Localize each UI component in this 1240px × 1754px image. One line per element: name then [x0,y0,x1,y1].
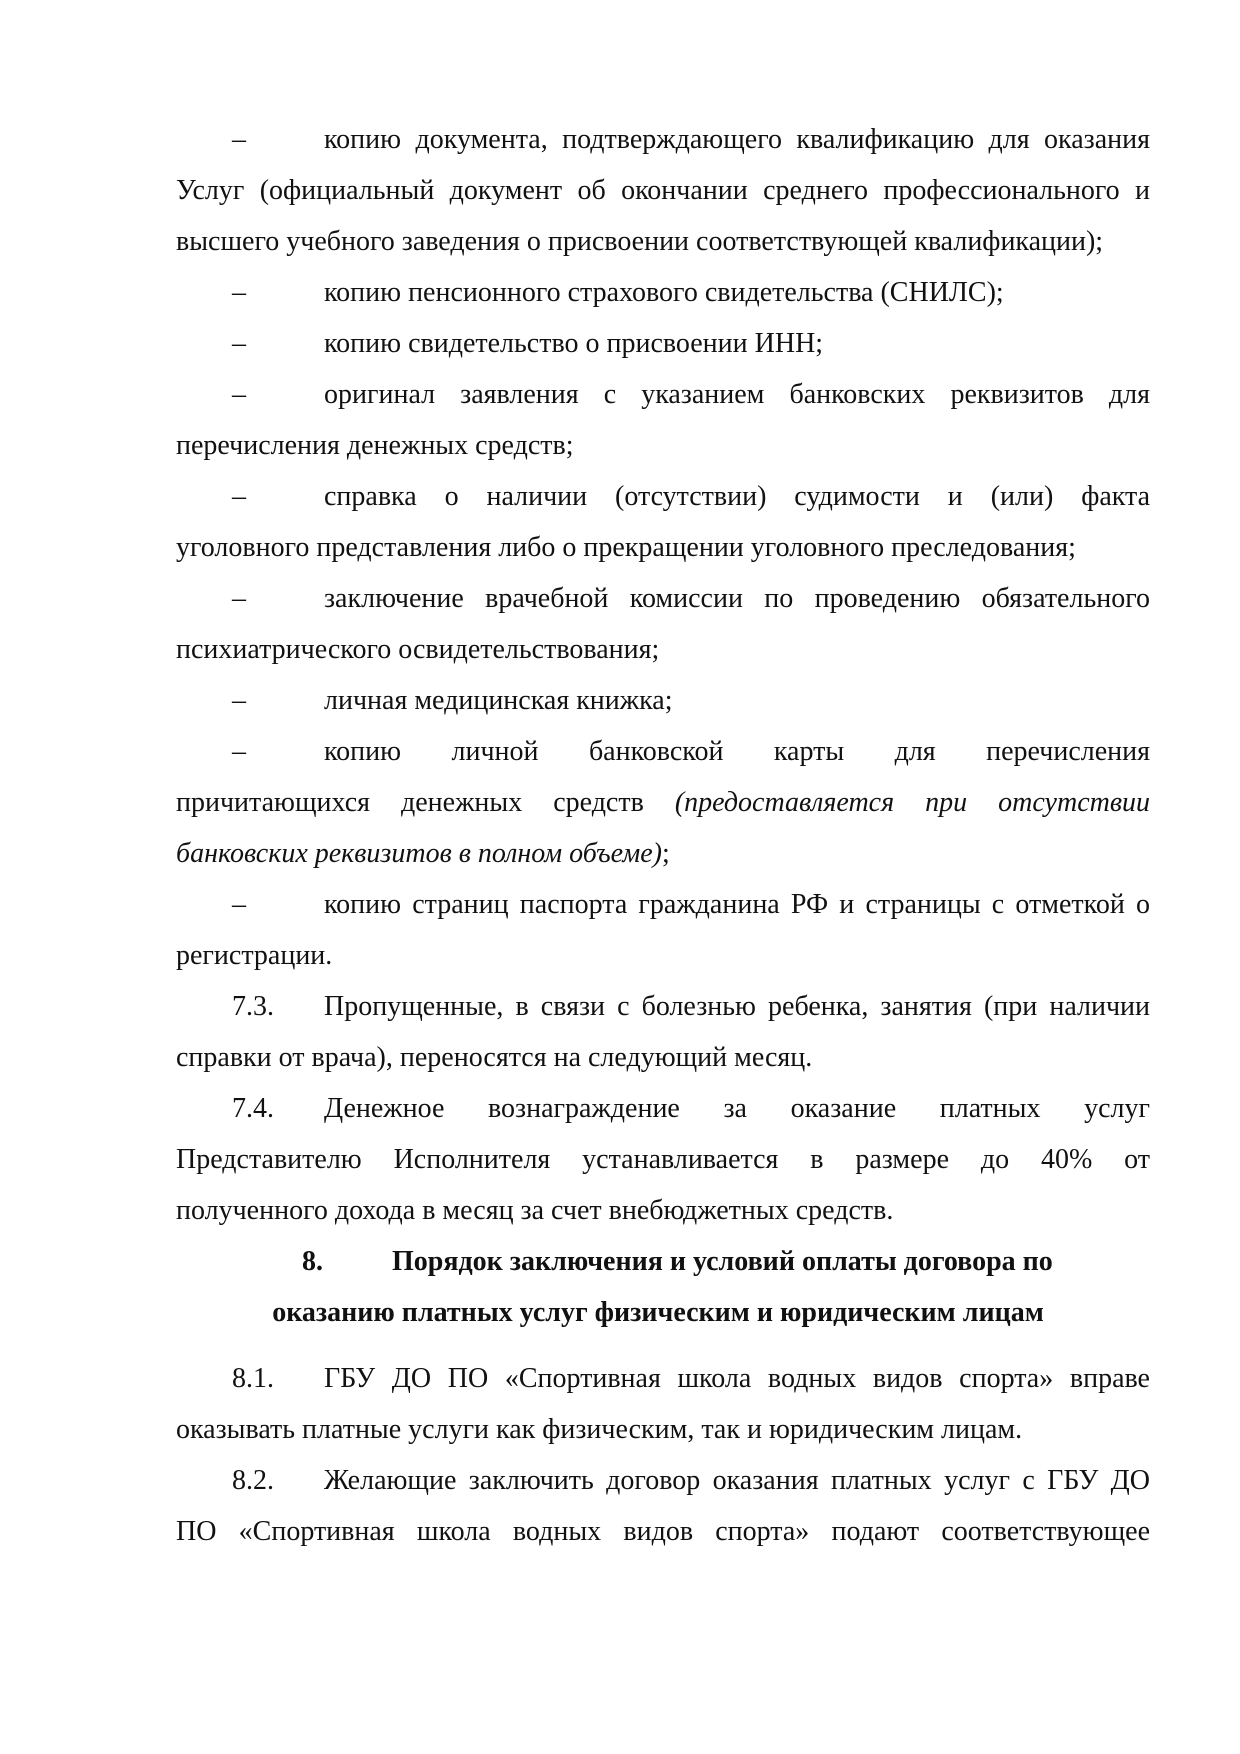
list-item-text: копию документа, подтверждающего квалификацию для оказания [324,124,1150,155]
list-bullet: – [232,685,246,716]
list-item-continuation: психиатрического освидетельствования; [176,634,660,665]
list-bullet: – [232,328,246,359]
paragraph-continuation: ПО «Спортивная школа водных видов спорта» подают соответствующее [176,1516,1150,1547]
section-title-line-2: оказанию платных услуг физическим и юридическим лицам [272,1297,1044,1328]
list-item-continuation [176,777,1150,828]
section-heading [176,1236,1150,1287]
list-bullet: – [232,124,246,155]
list-item-text: копию пенсионного страхового свидетельства (СНИЛС); [324,277,1004,308]
list-item-continuation: высшего учебного заведения о присвоении соответствующей квалификации); [176,226,1104,257]
paragraph-text: Денежное вознаграждение за оказание платных услуг [324,1093,1150,1124]
paragraph-continuation: Представителю Исполнителя устанавливается в размере до 40% от [176,1144,1150,1175]
list-item [176,879,1150,930]
list-bullet: – [232,889,246,920]
list-bullet: – [232,583,246,614]
list-item-continuation: перечисления денежных средств; [176,430,574,461]
list-item-text-plain: причитающихся денежных средств [176,787,675,818]
list-item-text-italic: банковских реквизитов в полном объеме) [176,838,662,869]
list-item [176,318,1150,369]
list-item-text-italic: (предоставляется при отсутствии [674,787,1150,818]
list-item-text: копию личной банковской карты для перечисления [324,736,1150,767]
list-item-text: копию страниц паспорта гражданина РФ и страницы с отметкой о [324,889,1150,920]
paragraph-number: 7.4. [232,1093,274,1124]
list-item-continuation: Услуг (официальный документ об окончании среднего профессионального и [176,175,1150,206]
paragraph-7-4 [176,1083,1150,1134]
paragraph-8-2 [176,1455,1150,1506]
paragraph-continuation: оказывать платные услуги как физическим, так и юридическим лицам. [176,1414,1023,1445]
section-number: 8. [302,1246,323,1277]
list-bullet: – [232,277,246,308]
paragraph-text: Пропущенные, в связи с болезнью ребенка, занятия (при наличии [324,991,1150,1022]
paragraph-continuation: полученного дохода в месяц за счет внебюджетных средств. [176,1195,894,1226]
list-item-text: справка о наличии (отсутствии) судимости и (или) факта [324,481,1150,512]
paragraph-text: ГБУ ДО ПО «Спортивная школа водных видов спорта» вправе [324,1363,1150,1394]
paragraph-text: Желающие заключить договор оказания платных услуг с ГБУ ДО [324,1465,1150,1496]
list-bullet: – [232,736,246,767]
list-item-text: заключение врачебной комиссии по проведению обязательного [324,583,1150,614]
list-item-text: оригинал заявления с указанием банковских реквизитов для [324,379,1150,410]
document-page [176,114,1150,1557]
paragraph-8-1 [176,1353,1150,1404]
paragraph-number: 8.2. [232,1465,274,1496]
list-item [176,726,1150,777]
paragraph-continuation: справки от врача), переносятся на следующий месяц. [176,1042,813,1073]
paragraph-7-3 [176,981,1150,1032]
list-item [176,267,1150,318]
list-item-text: копию свидетельство о присвоении ИНН; [324,328,824,359]
list-item-continuation: уголовного представления либо о прекращении уголовного преследования; [176,532,1076,563]
section-title-line-1: Порядок заключения и условий оплаты договора по [392,1246,1053,1277]
list-item-text-plain: ; [661,838,670,869]
list-bullet: – [232,379,246,410]
list-item [176,573,1150,624]
list-bullet: – [232,481,246,512]
list-item [176,114,1150,165]
paragraph-number: 7.3. [232,991,274,1022]
paragraph-number: 8.1. [232,1363,274,1394]
list-item-continuation: регистрации. [176,940,333,971]
list-item-text: личная медицинская книжка; [324,685,673,716]
list-item [176,369,1150,420]
list-item-continuation [176,828,1150,879]
list-item [176,471,1150,522]
list-item [176,675,1150,726]
